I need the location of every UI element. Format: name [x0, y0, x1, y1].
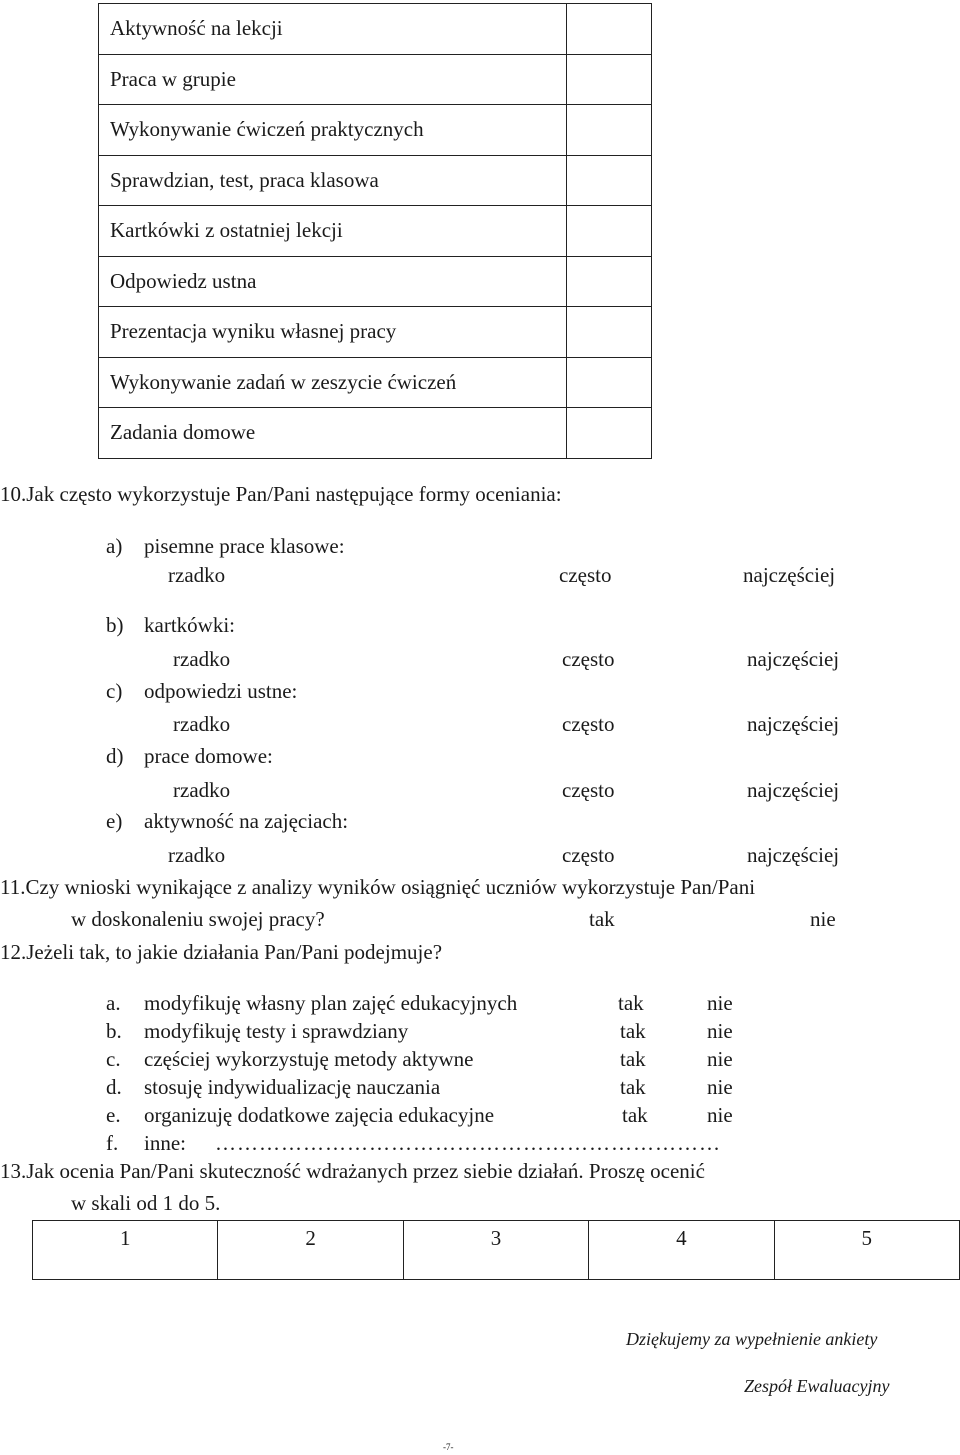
q12-item-letter: c.: [106, 1047, 121, 1071]
table-cell-answer[interactable]: [567, 408, 652, 459]
q10-item-label: prace domowe:: [144, 744, 273, 768]
q12-other-input[interactable]: ……………………………………………………………: [215, 1131, 721, 1155]
table-cell-label: Sprawdzian, test, praca klasowa: [99, 155, 567, 206]
option-rzadko[interactable]: rzadko: [173, 647, 231, 671]
option-tak[interactable]: tak: [622, 1103, 648, 1127]
rating-option-5[interactable]: 5: [774, 1221, 959, 1280]
rating-option-3[interactable]: 3: [403, 1221, 588, 1280]
option-tak[interactable]: tak: [620, 1019, 646, 1043]
q12-item-letter: d.: [106, 1075, 122, 1099]
option-rzadko[interactable]: rzadko: [173, 778, 231, 802]
table-cell-label: Wykonywanie zadań w zeszycie ćwiczeń: [99, 357, 567, 408]
option-najczesciej[interactable]: najczęściej: [743, 563, 836, 587]
q12-item-letter: e.: [106, 1103, 121, 1127]
thanks-note: Dziękujemy za wypełnienie ankiety: [626, 1329, 878, 1349]
table-cell-answer[interactable]: [567, 206, 652, 257]
q13-line2: w skali od 1 do 5.: [71, 1191, 221, 1215]
table-cell-label: Zadania domowe: [99, 408, 567, 459]
q12-item-label: częściej wykorzystuję metody aktywne: [144, 1047, 474, 1071]
table-row: [99, 408, 652, 459]
option-nie[interactable]: nie: [810, 907, 836, 931]
q11-line1: 11.Czy wnioski wynikające z analizy wyników osiągnięć uczniów wykorzystuje Pan/Pani: [0, 875, 756, 899]
option-nie[interactable]: nie: [707, 1047, 733, 1071]
rating-option-4[interactable]: 4: [589, 1221, 774, 1280]
table-cell-label: Odpowiedz ustna: [99, 256, 567, 307]
option-tak[interactable]: tak: [620, 1075, 646, 1099]
option-rzadko[interactable]: rzadko: [173, 712, 231, 736]
table-row: [33, 1221, 960, 1280]
q12-item-letter: a.: [106, 991, 121, 1015]
table-cell-answer[interactable]: [567, 357, 652, 408]
option-rzadko[interactable]: rzadko: [168, 563, 226, 587]
option-nie[interactable]: nie: [707, 1019, 733, 1043]
q12-item-letter: b.: [106, 1019, 122, 1043]
table-row: [99, 357, 652, 408]
team-signature: Zespół Ewaluacyjny: [744, 1376, 890, 1396]
q12-item-label: organizuję dodatkowe zajęcia edukacyjne: [144, 1103, 495, 1127]
option-czesto[interactable]: często: [562, 843, 615, 867]
table-row: [99, 54, 652, 105]
q10-item-letter: e): [106, 809, 123, 833]
table-row: [99, 105, 652, 156]
table-cell-answer[interactable]: [567, 307, 652, 358]
q10-item-label: aktywność na zajęciach:: [144, 809, 349, 833]
q12-other-label: inne:: [144, 1131, 186, 1155]
option-tak[interactable]: tak: [618, 991, 644, 1015]
option-czesto[interactable]: często: [559, 563, 612, 587]
option-nie[interactable]: nie: [707, 1103, 733, 1127]
option-tak[interactable]: tak: [620, 1047, 646, 1071]
table-cell-label: Wykonywanie ćwiczeń praktycznych: [99, 105, 567, 156]
q13-line1: 13.Jak ocenia Pan/Pani skuteczność wdrażanych przez siebie działań. Proszę ocenić: [0, 1159, 705, 1183]
table-row: [99, 206, 652, 257]
rating-option-1[interactable]: 1: [33, 1221, 218, 1280]
option-nie[interactable]: nie: [707, 1075, 733, 1099]
q12-title: 12.Jeżeli tak, to jakie działania Pan/Pani podejmuje?: [0, 940, 443, 964]
q10-item-label: pisemne prace klasowe:: [144, 534, 345, 558]
table-cell-label: Praca w grupie: [99, 54, 567, 105]
q10-item-letter: a): [106, 534, 123, 558]
table-cell-label: Prezentacja wyniku własnej pracy: [99, 307, 567, 358]
option-najczesciej[interactable]: najczęściej: [747, 778, 840, 802]
table-row: [99, 155, 652, 206]
q12-item-label: stosuję indywidualizację nauczania: [144, 1075, 441, 1099]
rating-scale-table: [32, 1220, 960, 1280]
option-najczesciej[interactable]: najczęściej: [747, 843, 840, 867]
option-rzadko[interactable]: rzadko: [168, 843, 226, 867]
q10-item-letter: b): [106, 613, 124, 637]
option-czesto[interactable]: często: [562, 647, 615, 671]
option-najczesciej[interactable]: najczęściej: [747, 647, 840, 671]
table-cell-answer[interactable]: [567, 155, 652, 206]
table-cell-label: Kartkówki z ostatniej lekcji: [99, 206, 567, 257]
table-row: [99, 307, 652, 358]
table-cell-answer[interactable]: [567, 256, 652, 307]
option-tak[interactable]: tak: [589, 907, 615, 931]
table-row: [99, 256, 652, 307]
rating-option-2[interactable]: 2: [218, 1221, 403, 1280]
table-cell-label: Aktywność na lekcji: [99, 4, 567, 55]
q10-item-letter: d): [106, 744, 124, 768]
activity-table: [98, 3, 652, 459]
q12-item-label: modyfikuję własny plan zajęć edukacyjnych: [144, 991, 518, 1015]
option-nie[interactable]: nie: [707, 991, 733, 1015]
table-cell-answer[interactable]: [567, 4, 652, 55]
q10-item-label: kartkówki:: [144, 613, 235, 637]
table-cell-answer[interactable]: [567, 105, 652, 156]
table-row: [99, 4, 652, 55]
q12-other-letter: f.: [106, 1131, 119, 1155]
table-cell-answer[interactable]: [567, 54, 652, 105]
q12-item-label: modyfikuję testy i sprawdziany: [144, 1019, 409, 1043]
option-najczesciej[interactable]: najczęściej: [747, 712, 840, 736]
option-czesto[interactable]: często: [562, 712, 615, 736]
q10-item-letter: c): [106, 679, 123, 703]
page-number: -7-: [443, 1442, 454, 1452]
q10-item-label: odpowiedzi ustne:: [144, 679, 298, 703]
q11-line2: w doskonaleniu swojej pracy?: [71, 907, 325, 931]
q10-title: 10.Jak często wykorzystuje Pan/Pani następujące formy oceniania:: [0, 482, 562, 506]
option-czesto[interactable]: często: [562, 778, 615, 802]
